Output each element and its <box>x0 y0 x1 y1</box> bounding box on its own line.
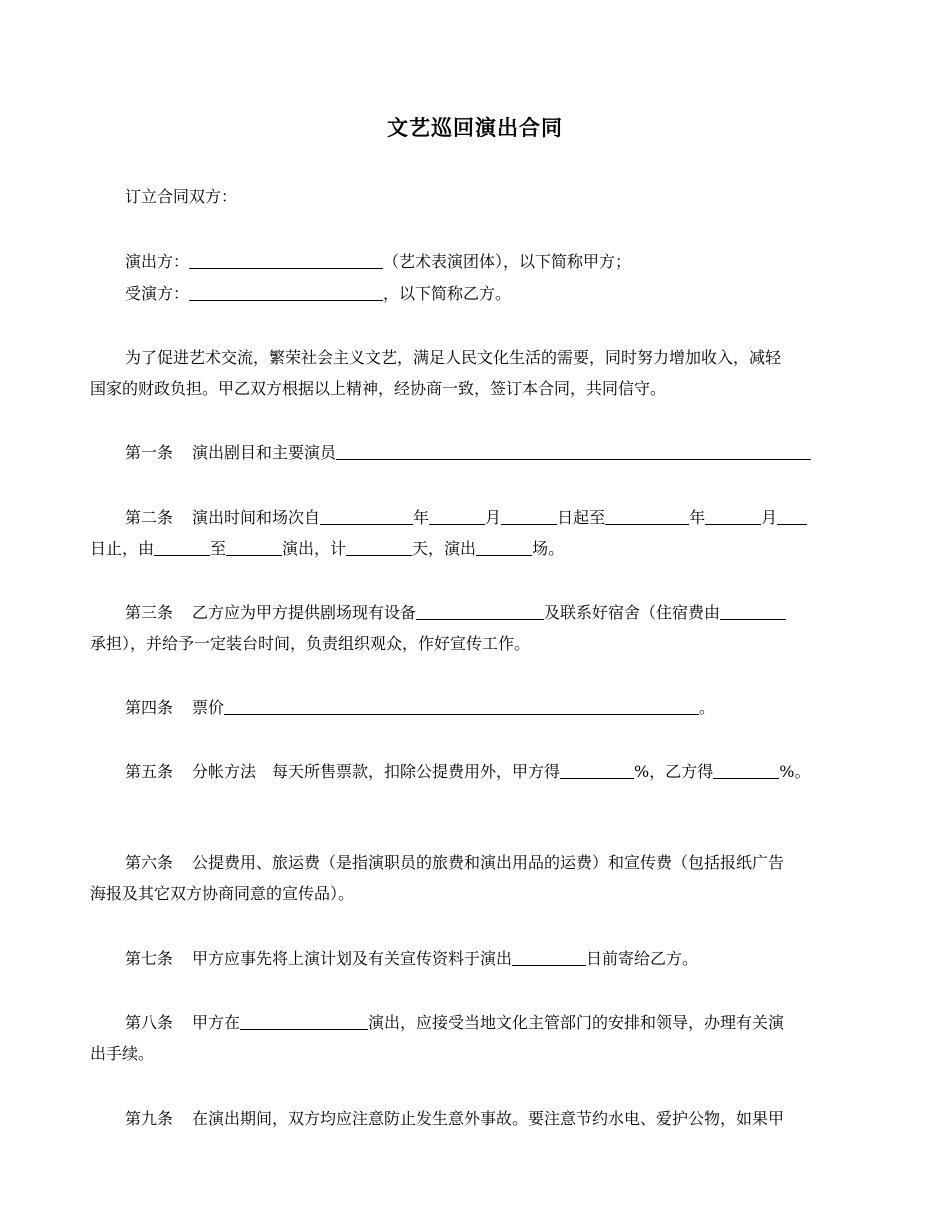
article-7-text-b: 日前寄给乙方。 <box>586 949 699 968</box>
article-1-number: 第一条 <box>125 443 174 462</box>
article-2-text-e: 天，演出 <box>412 539 477 558</box>
from-place-blank[interactable] <box>154 539 210 556</box>
start-year-blank[interactable] <box>320 508 413 525</box>
party-b-label: 受演方： <box>125 284 190 303</box>
article-3-text-b: 及联系好宿舍（住宿费由 <box>544 603 721 622</box>
intro-line <box>125 187 237 207</box>
party-b-line <box>125 284 511 304</box>
article-8 <box>125 1013 784 1033</box>
party-b-share-blank[interactable] <box>713 762 779 779</box>
preamble-text-2: 国家的财政负担。甲乙双方根据以上精神，经协商一致，签订本合同，共同信守。 <box>90 379 667 398</box>
article-9-number: 第九条 <box>125 1109 174 1128</box>
party-a-label: 演出方： <box>125 252 190 271</box>
start-day-blank[interactable] <box>501 508 557 525</box>
article-3-text-c: 承担），并给予一定装台时间，负责组织观众，作好宣传工作。 <box>90 634 531 653</box>
preamble-line-2 <box>90 379 666 399</box>
article-4-end: 。 <box>699 698 716 717</box>
article-6-cont <box>90 884 354 904</box>
article-3-number: 第三条 <box>125 603 174 622</box>
start-month-blank[interactable] <box>429 508 485 525</box>
article-2-text-a: 演出时间和场次自 <box>192 508 321 527</box>
party-a-suffix: （艺术表演团体），以下简称甲方； <box>383 252 632 271</box>
article-7-text-a: 甲方应事先将上演计划及有关宣传资料于演出 <box>192 949 513 968</box>
document-title: 文艺巡回演出合同 <box>387 116 563 140</box>
article-9-text: 在演出期间，双方均应注意防止发生意外事故。要注意节约水电、爱护公物，如果甲 <box>192 1109 785 1128</box>
to-place-blank[interactable] <box>226 539 282 556</box>
article-6-text-a: 公提费用、旅运费（是指演职员的旅费和演出用品的运费）和宣传费（包括报纸广告 <box>192 853 785 872</box>
article-5 <box>125 762 810 782</box>
article-2-cont <box>90 539 564 559</box>
article-4 <box>125 698 715 718</box>
article-8-text-b: 演出，应接受当地文化主管部门的安排和领导，办理有关演 <box>368 1013 785 1032</box>
article-5-text-a: 分帐方法 每天所售票款，扣除公提费用外，甲方得 <box>192 762 561 781</box>
party-a-line <box>125 252 631 272</box>
end-month-blank[interactable] <box>705 508 761 525</box>
article-2-text-d: 演出，计 <box>282 539 347 558</box>
performance-place-blank[interactable] <box>240 1013 368 1030</box>
article-6-number: 第六条 <box>125 853 174 872</box>
day-from-label: 日起至 <box>557 508 606 527</box>
ticket-price-blank[interactable] <box>224 698 699 715</box>
party-b-blank[interactable] <box>189 284 383 301</box>
equipment-blank[interactable] <box>416 603 544 620</box>
intro-text: 订立合同双方： <box>125 187 238 206</box>
article-1-blank[interactable] <box>336 443 811 460</box>
end-day-blank[interactable] <box>777 508 807 525</box>
party-a-blank[interactable] <box>189 252 383 269</box>
article-7-number: 第七条 <box>125 949 174 968</box>
article-1 <box>125 443 811 463</box>
party-b-suffix: ，以下简称乙方。 <box>383 284 512 303</box>
article-4-text: 票价 <box>192 698 225 717</box>
preamble-line-1 <box>125 348 781 368</box>
month-label-2: 月 <box>761 508 778 527</box>
article-1-text: 演出剧目和主要演员 <box>192 443 337 462</box>
article-6 <box>125 853 784 873</box>
article-5-text-b: %，乙方得 <box>634 762 714 781</box>
article-2 <box>125 508 807 528</box>
preamble-text-1: 为了促进艺术交流，繁荣社会主义文艺，满足人民文化生活的需要，同时努力增加收入，减轻 <box>125 348 782 367</box>
article-3 <box>125 603 786 623</box>
article-5-number: 第五条 <box>125 762 174 781</box>
end-year-blank[interactable] <box>605 508 689 525</box>
year-label-2: 年 <box>689 508 706 527</box>
article-2-text-b: 日止，由 <box>90 539 155 558</box>
article-8-number: 第八条 <box>125 1013 174 1032</box>
article-9 <box>125 1109 784 1129</box>
article-3-text-a: 乙方应为甲方提供剧场现有设备 <box>192 603 417 622</box>
lodging-payer-blank[interactable] <box>720 603 786 620</box>
article-2-number: 第二条 <box>125 508 174 527</box>
year-label: 年 <box>413 508 430 527</box>
month-label: 月 <box>485 508 502 527</box>
shows-blank[interactable] <box>476 539 532 556</box>
article-3-cont <box>90 634 530 654</box>
article-7 <box>125 949 698 969</box>
days-before-blank[interactable] <box>512 949 586 966</box>
article-5-text-c: %。 <box>779 762 811 781</box>
article-8-cont <box>90 1044 154 1064</box>
article-4-number: 第四条 <box>125 698 174 717</box>
article-2-text-f: 场。 <box>532 539 565 558</box>
days-blank[interactable] <box>346 539 412 556</box>
article-8-text-a: 甲方在 <box>192 1013 241 1032</box>
party-a-share-blank[interactable] <box>560 762 634 779</box>
article-8-text-c: 出手续。 <box>90 1044 155 1063</box>
article-6-text-b: 海报及其它双方协商同意的宣传品）。 <box>90 884 355 903</box>
article-2-text-c: 至 <box>210 539 227 558</box>
